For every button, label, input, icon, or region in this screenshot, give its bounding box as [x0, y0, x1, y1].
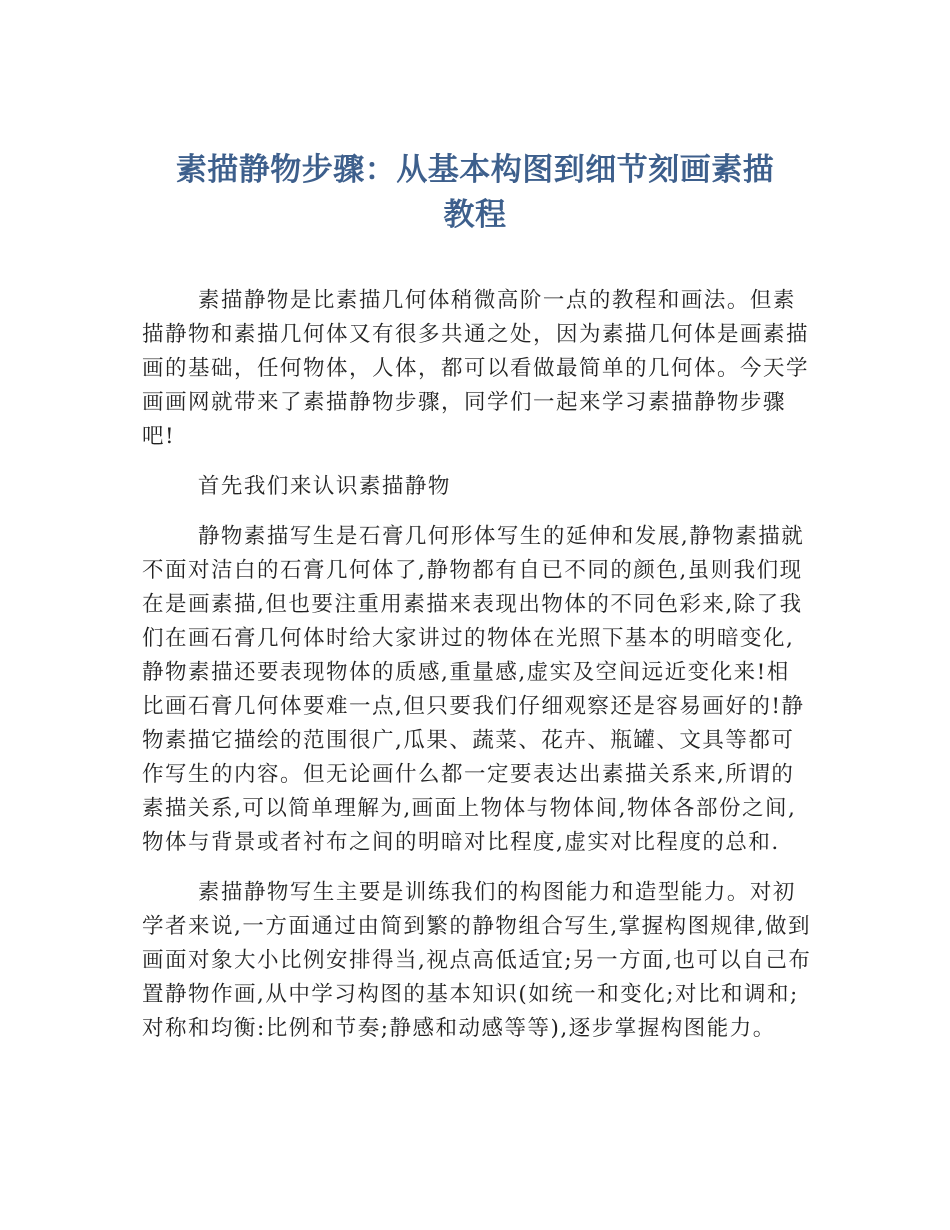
paragraph-composition-training: 素描静物写生主要是训练我们的构图能力和造型能力。对初学者来说,一方面通过由简到繁的静物组合写生,掌握构图规律,做到画面对象大小比例安排得当,视点高低适宜;另一方面,也可以自己布置静物作画,从中学习构图的基本知识(如统一和变化;对比和调和;对称和均衡:比例和节奏;静感和动感等等),逐步掌握构图能力。: [142, 880, 812, 1041]
document-title: [110, 148, 840, 238]
title-line-1: 素描静物步骤：从基本构图到细节刻画素描: [175, 152, 775, 188]
document-body: [142, 284, 812, 1062]
paragraph-subheading: 首先我们来认识素描静物: [197, 474, 451, 499]
title-line-2: 教程: [443, 197, 507, 233]
paragraph-still-life-description: 静物素描写生是石膏几何形体写生的延伸和发展,静物素描就不面对洁白的石膏几何体了,静物都有自已不同的颜色,虽则我们现在是画素描,但也要注重用素描来表现出物体的不同色彩来,除了我们在画石膏几何体时给大家讲过的物体在光照下基本的明暗变化,静物素描还要表现物体的质感,重量感,虚实及空间远近变化来!相比画石膏几何体要难一点,但只要我们仔细观察还是容易画好的!静物素描它描绘的范围很广,瓜果、蔬菜、花卉、瓶罐、文具等都可作写生的内容。但无论画什么都一定要表达出素描关系来,所谓的素描关系,可以简单理解为,画面上物体与物体间,物体各部份之间,物体与背景或者衬布之间的明暗对比程度,虚实对比程度的总和.: [142, 524, 805, 855]
paragraph-intro: 素描静物是比素描几何体稍微高阶一点的教程和画法。但素描静物和素描几何体又有很多共通之处，因为素描几何体是画素描画的基础，任何物体，人体，都可以看做最简单的几何体。今天学画画网就带来了素描静物步骤，同学们一起来学习素描静物步骤吧!: [142, 288, 810, 449]
